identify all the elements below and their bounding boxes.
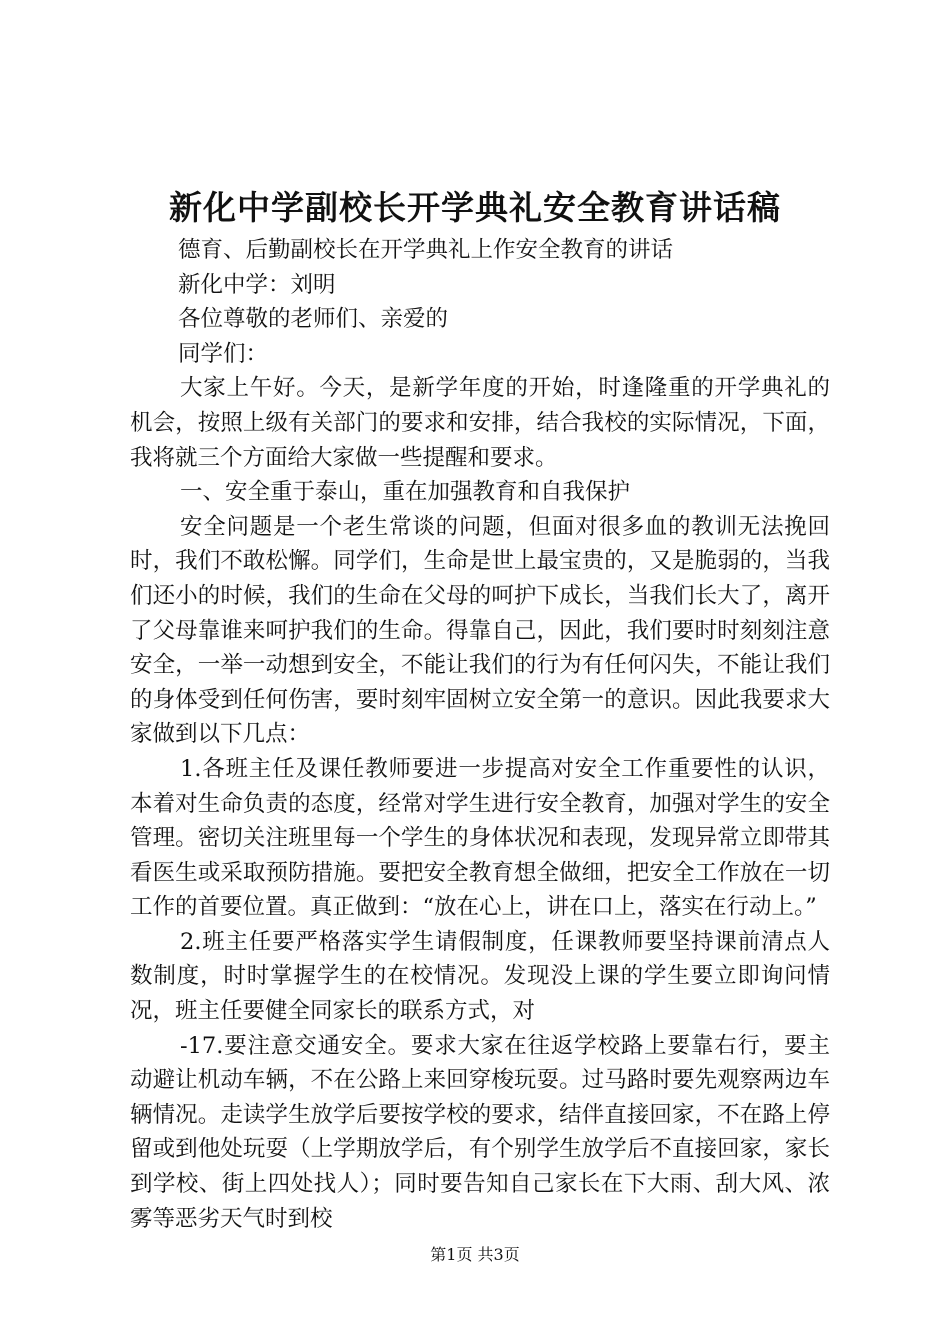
paragraph-point-2: 2.班主任要严格落实学生请假制度，任课教师要坚持课前清点人数制度，时时掌握学生的在校情况。发现没上课的学生要立即询问情况，班主任要健全同家长的联系方式，对 [130,928,830,1025]
section-heading-1: 一、安全重于泰山，重在加强教育和自我保护 [180,479,631,506]
salutation-line-1: 各位尊敬的老师们、亲爱的 [178,306,449,333]
page-footer: 第1页 共3页 [430,1245,520,1264]
paragraph-point-1: 1.各班主任及课任教师要进一步提高对安全工作重要性的认识，本着对生命负责的态度，经常对学生进行安全教育，加强对学生的安全管理。密切关注班里每一个学生的身体状况和表现，发现异常立即带其看医生或采取预防措施。要把安全教育想全做细，把安全工作放在一切工作的首要位置。真正做到：“放在心上，讲在口上，落实在行动上。” [130,755,830,921]
author-line: 新化中学：刘明 [178,271,336,298]
paragraph-greeting: 大家上午好。今天，是新学年度的开始，时逢隆重的开学典礼的机会，按照上级有关部门的要求和安排，结合我校的实际情况，下面，我将就三个方面给大家做一些提醒和要求。 [130,375,830,471]
document-title: 新化中学副校长开学典礼安全教育讲话稿 [169,188,781,227]
paragraph-point-17: -17.要注意交通安全。要求大家在往返学校路上要靠右行，要主动避让机动车辆，不在公路上来回穿梭玩耍。过马路时要先观察两边车辆情况。走读学生放学后要按学校的要求，结伴直接回家，不在路上停留或到他处玩耍（上学期放学后，有个别学生放学后不直接回家，家长到学校、街上四处找人）；同时要告知自己家长在下大雨、刮大风、浓雾等恶劣天气时到校 [130,1032,830,1232]
subtitle: 德育、后勤副校长在开学典礼上作安全教育的讲话 [178,237,674,263]
salutation-line-2: 同学们： [178,340,269,367]
paragraph-safety-intro: 安全问题是一个老生常谈的问题，但面对很多血的教训无法挽回时，我们不敢松懈。同学们，生命是世上最宝贵的，又是脆弱的，当我们还小的时候，我们的生命在父母的呵护下成长，当我们长大了，离开了父母靠谁来呵护我们的生命。得靠自己，因此，我们要时时刻刻注意安全，一举一动想到安全，不能让我们的行为有任何闪失，不能让我们的身体受到任何伤害，要时刻牢固树立安全第一的意识。因此我要求大家做到以下几点： [130,513,830,748]
document-body [130,233,830,1236]
